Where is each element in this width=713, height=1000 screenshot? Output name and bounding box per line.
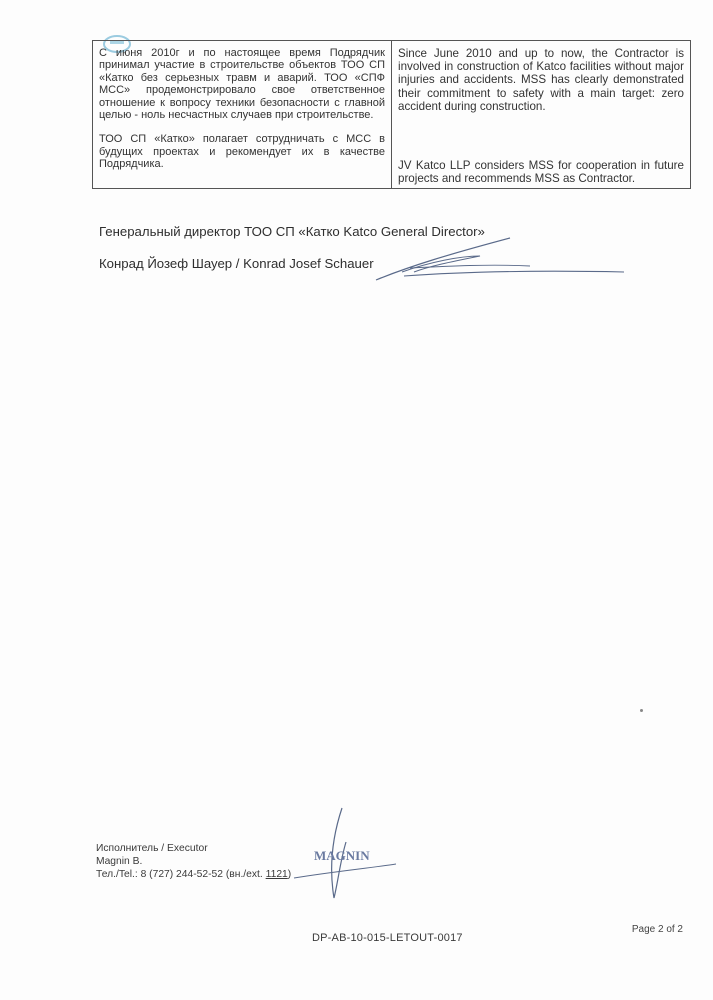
executor-label: Исполнитель / Executor xyxy=(96,843,208,854)
bilingual-statement-table xyxy=(92,40,691,189)
magnin-stamp-text: MAGNIN xyxy=(314,848,370,863)
english-paragraph-1: Since June 2010 and up to now, the Contractor is involved in construction of Katco facilities without major injuries and accidents. MSS has clearly demonstrated their commitment to safety with a main target: zero accident during construction. xyxy=(398,47,684,113)
executor-block xyxy=(96,842,291,881)
document-reference: DP-AB-10-015-LETOUT-0017 xyxy=(312,932,463,944)
english-column-cell xyxy=(392,41,691,189)
executor-initials-stamp xyxy=(290,802,400,912)
english-paragraph-2: JV Katco LLP considers MSS for cooperation in future projects and recommends MSS as Contractor. xyxy=(398,159,684,186)
executor-phone: Тел./Tel.: 8 (727) 244-52-52 (вн./ext. 1121) xyxy=(96,869,292,880)
director-signature xyxy=(370,232,630,288)
table-row xyxy=(93,41,691,189)
signatory-title: Генеральный директор ТОО СП «Катко Katco General Director» xyxy=(99,224,485,239)
scan-speck xyxy=(640,709,643,712)
russian-column-cell xyxy=(93,41,392,189)
russian-paragraph-2: ТОО СП «Катко» полагает сотрудничать с МСС в будущих проектах и рекомендует их в качестве Подрядчика. xyxy=(99,133,385,171)
executor-name: Magnin B. xyxy=(96,856,143,867)
signatory-name: Конрад Йозеф Шауер / Konrad Josef Schauer xyxy=(99,256,374,271)
page-number: Page 2 of 2 xyxy=(631,924,683,935)
executor-extension: 1121 xyxy=(265,869,288,880)
russian-paragraph-1: С июня 2010г и по настоящее время Подрядчик принимал участие в строительстве объектов ТОО СП «Катко без серьезных травм и аварий. ТОО «СПФ МСС» продемонстрировало свое ответственное отношение к вопросу техники безопасности с главной целью - ноль несчастных случаев при строительстве. xyxy=(99,47,385,122)
